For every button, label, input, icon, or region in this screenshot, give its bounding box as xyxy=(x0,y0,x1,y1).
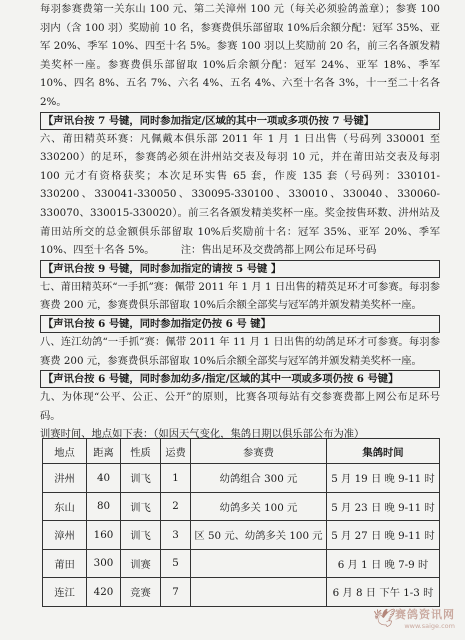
cell-location: 漳州 xyxy=(43,521,87,550)
table-header-row xyxy=(43,439,440,464)
cell-entry-fee xyxy=(191,578,327,607)
hotline-note-9: 【声讯台按 9 号键，同时参加指定的请按 5 号键 】 xyxy=(40,260,440,278)
paragraph-7-putian-one-shot: 七、莆田精英环“一手抓”赛：佩带 2011 年 1 月 1 日出售的精英足环才可参赛。每羽参赛费 200 元，参赛费俱乐部留取 10%后余额全部奖与冠军鸽并颁发精美奖杯一座。 xyxy=(40,280,440,312)
cell-entry-fee: 区 50 元、幼鸽多关 100 元 xyxy=(191,521,327,550)
schedule-table xyxy=(42,438,440,607)
hotline-note-6b: 【声讯台按 6 号键，同时参加幼多/指定/区域的其中一项或多项仍按 6 号键】 xyxy=(40,370,440,388)
header-collection-time: 集鸽时间 xyxy=(327,439,440,464)
watermark-title: 赛鸽资讯网 xyxy=(395,608,455,621)
paragraph-9-fairness: 九、为体现“公平、公正、公开”的原则，比赛各项每站有交参赛费都上网公布足环号码。 xyxy=(40,391,440,422)
cell-freight: 7 xyxy=(161,578,191,607)
cell-location: 莆田 xyxy=(43,549,87,578)
cell-entry-fee xyxy=(191,549,327,578)
cell-location: 连江 xyxy=(43,578,87,607)
cell-collection-time: 5 月 23 日 晚 9-11 时 xyxy=(327,492,440,521)
cell-freight: 1 xyxy=(161,464,191,493)
cell-distance: 160 xyxy=(87,521,121,550)
cell-type: 训飞 xyxy=(121,521,161,550)
cell-entry-fee: 幼鸽组合 300 元 xyxy=(191,464,327,493)
hotline-note-7: 【声讯台按 7 号键，同时参加指定/区域的其中一项或多项仍按 7 号键】 xyxy=(40,112,440,130)
cell-distance: 300 xyxy=(87,549,121,578)
cell-distance: 420 xyxy=(87,578,121,607)
table-row xyxy=(43,521,440,550)
cell-collection-time: 5 月 27 日 晚 9-11 时 xyxy=(327,521,440,550)
cell-type: 竞赛 xyxy=(121,578,161,607)
paragraph-6-putian-elite-ring: 六、莆田精英环赛：凡佩戴本俱乐部 2011 年 1 月 1 日出售（号码列 330001 至 330200）的足环，参赛鸽必须在汫州站交表及每羽 10 元，并在莆田站交表及每羽 100 元才有资格获奖；本次足环实售 65 套，作废 135 套（号码列：330101-330200、330041-330050、330095-330100、330010、330040、330060-330070、330015-330020）。前三名各颁发精美奖杯一座。奖金按售环数、汫州站及莆田站所交的总金额俱乐部留取 10%后奖励前十名：冠军 35%、亚军 20%、季军 10%、四至十名各 5%。 注：售出足环及交费鸽都上网公布足环号码 xyxy=(40,132,444,257)
table-row xyxy=(43,492,440,521)
cell-location: 汫州 xyxy=(43,464,87,493)
paragraph-5-continued: 每羽参赛费第一关东山 100 元、第二关漳州 100 元（每关必须验鸽盖章）；参赛 100 羽内（含 100 羽）奖励前 10 名，参赛费俱乐部留取 10%后余额分配：冠军 35%、亚军 20%、季军 10%、四至十名 5%。参赛 100 羽以上奖励前 20 名，前三名各颁发精美奖杯一座。参赛费俱乐部留取 10%后余额分配：冠军 24%、亚军 18%、季军 10%、四名 8%、五名 7%、六名 4%、五名 4%、六至十名各 3%，十一至二十名各 2%。 xyxy=(40,3,444,108)
header-location: 地点 xyxy=(43,439,87,464)
cell-distance: 80 xyxy=(87,492,121,521)
header-distance: 距离 xyxy=(87,439,121,464)
cell-freight: 2 xyxy=(161,492,191,521)
cell-freight: 3 xyxy=(161,521,191,550)
cell-collection-time: 6 月 1 日 晚 7-9 时 xyxy=(327,549,440,578)
table-row xyxy=(43,464,440,493)
cell-collection-time: 6 月 8 日 下午 1-3 时 xyxy=(327,578,440,607)
schedule-intro: 训赛时间、地点如下表：（如因天气变化，集鸽日期以俱乐部公布为准） xyxy=(40,428,365,441)
header-freight: 运费 xyxy=(161,439,191,464)
site-watermark xyxy=(373,606,455,630)
pigeon-logo-icon: 🕊 xyxy=(373,608,396,629)
cell-entry-fee: 幼鸽多关 100 元 xyxy=(191,492,327,521)
watermark-url: www.saige.com xyxy=(404,622,455,630)
paragraph-8-lianjiang-young: 八、连江幼鸽“一手抓”赛：佩带 2011 年 11 月 1 日出售的幼鸽足环才可参赛。每羽参赛费 200 元，参赛费俱乐部留取 10%后余额全部奖与冠军鸽并颁发精美奖杯一座。 xyxy=(40,335,440,367)
hotline-note-6a: 【声讯台按 6 号键，同时参加指定仍按 6 号 键】 xyxy=(40,315,440,333)
table-row xyxy=(43,578,440,607)
cell-freight: 5 xyxy=(161,549,191,578)
cell-location: 东山 xyxy=(43,492,87,521)
cell-type: 训飞 xyxy=(121,492,161,521)
cell-type: 训飞 xyxy=(121,464,161,493)
table-row xyxy=(43,549,440,578)
cell-type: 训赛 xyxy=(121,549,161,578)
header-entry-fee: 参赛费 xyxy=(191,439,327,464)
cell-distance: 40 xyxy=(87,464,121,493)
header-type: 性质 xyxy=(121,439,161,464)
cell-collection-time: 5 月 19 日 晚 9-11 时 xyxy=(327,464,440,493)
